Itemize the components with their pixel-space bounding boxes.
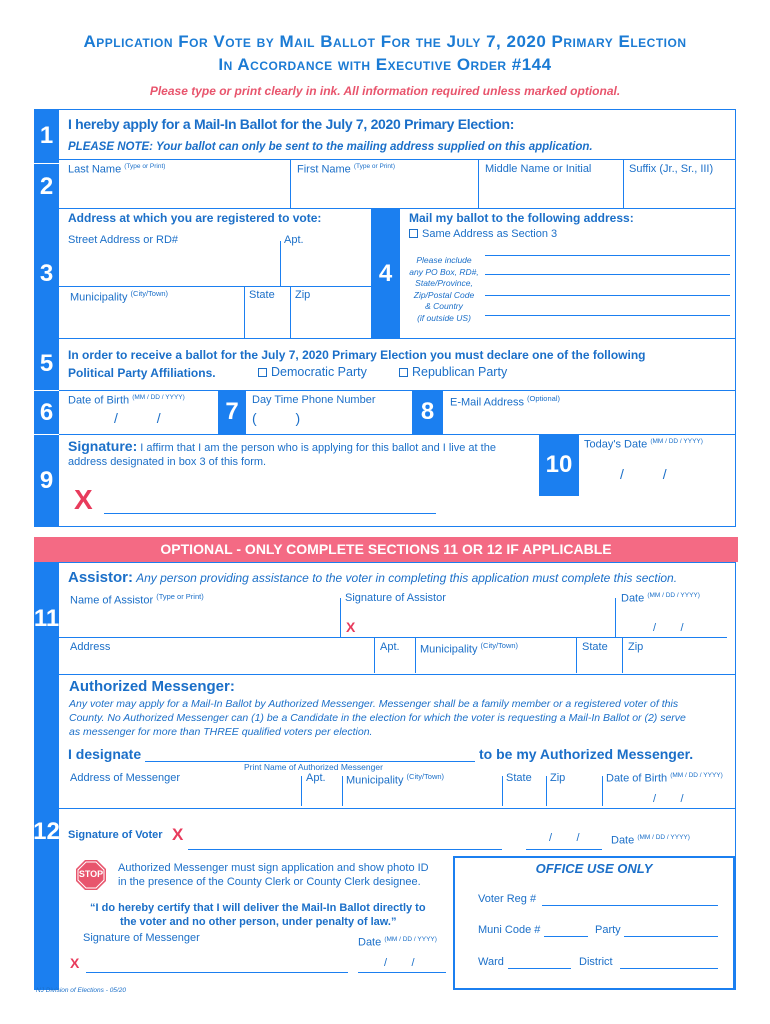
messenger-name-input[interactable] <box>145 744 475 761</box>
assistor-state-label: State <box>582 641 608 653</box>
checkbox-icon <box>409 229 418 238</box>
signature-affirm: Signature: I affirm that I am the person who is applying for this ballot and I live at the <box>68 438 496 454</box>
section-4-heading: Mail my ballot to the following address: <box>409 211 634 225</box>
assistor-signature-label: Signature of Assistor <box>345 592 446 604</box>
street-address-input[interactable] <box>62 250 278 284</box>
dob-input[interactable]: / / <box>114 410 161 426</box>
street-address-label: Street Address or RD# <box>68 234 179 246</box>
messenger-address-label: Address of Messenger <box>70 772 181 784</box>
certify-text-2: the voter and no other person, under penalty of law.” <box>120 916 397 928</box>
state-input[interactable] <box>246 303 288 337</box>
district-input[interactable] <box>620 953 718 968</box>
muni-code-label: Muni Code # <box>478 924 541 936</box>
optional-banner: OPTIONAL - ONLY COMPLETE SECTIONS 11 OR 12 IF APPLICABLE <box>34 537 738 562</box>
zip-input[interactable] <box>292 303 370 337</box>
section-12-number: 12 <box>34 674 59 990</box>
section-5-number: 5 <box>34 338 59 390</box>
suffix-input[interactable] <box>626 176 734 206</box>
voter-signature-label: Signature of Voter <box>68 829 163 841</box>
todays-date-input[interactable]: / / <box>620 466 667 482</box>
messenger-desc-1: Any voter may apply for a Mail-In Ballot by Authorized Messenger. Messenger shall be a family member or a registered voter of this <box>69 698 679 710</box>
certify-text-1: “I do hereby certify that I will deliver the Mail-In Ballot directly to <box>90 902 426 914</box>
muni-code-input[interactable] <box>544 921 588 936</box>
assistor-zip-label: Zip <box>628 641 644 653</box>
section-6-number: 6 <box>34 390 59 434</box>
voter-reg-input[interactable] <box>542 890 718 905</box>
middle-name-input[interactable] <box>481 176 621 206</box>
messenger-date-input[interactable]: / / <box>384 957 415 969</box>
messenger-signature-x: X <box>70 955 80 971</box>
republican-checkbox[interactable]: Republican Party <box>399 365 507 379</box>
designate-label: I designate <box>68 746 142 762</box>
messenger-desc-3: as messenger for more than THREE qualified voters per election. <box>69 726 373 738</box>
phone-input[interactable]: ( ) <box>252 410 301 426</box>
assistor-signature-input[interactable] <box>360 606 613 636</box>
messenger-dob-input[interactable]: / / <box>653 793 684 805</box>
section-3-heading: Address at which you are registered to vote: <box>68 211 322 225</box>
messenger-signature-label: Signature of Messenger <box>83 932 200 944</box>
form-instructions: Please type or print clearly in ink. All information required unless marked optional. <box>149 84 621 98</box>
office-use-title: OFFICE USE ONLY <box>535 861 653 876</box>
to-be-messenger-label: to be my Authorized Messenger. <box>479 746 694 762</box>
section-10-number: 10 <box>539 434 579 496</box>
section-4-number: 4 <box>371 208 400 339</box>
last-name-input[interactable] <box>62 176 288 206</box>
messenger-desc-2: County. No Authorized Messenger can (1) be a Candidate in the election for which the voter is requesting a Mail-In Ballot or (2) serve <box>69 712 686 724</box>
middle-name-label: Middle Name or Initial <box>485 163 592 175</box>
section-1-note: PLEASE NOTE: Your ballot can only be sent to the mailing address supplied on this application. <box>68 141 593 153</box>
section-1-heading: I hereby apply for a Mail-In Ballot for the July 7, 2020 Primary Election: <box>68 116 515 132</box>
municipality-input[interactable] <box>62 303 242 337</box>
assistor-name-label: Name of Assistor $^{(Type or Print)}$ <box>70 592 204 607</box>
section-7-number: 7 <box>218 390 246 434</box>
messenger-apt-label: Apt. <box>306 772 326 784</box>
form-title-line2: In Accordance with Executive Order #144 <box>218 55 552 74</box>
stop-text-2: in the presence of the County Clerk or County Clerk designee. <box>118 876 421 888</box>
section-11-number: 11 <box>34 562 59 675</box>
assistor-address-label: Address <box>70 641 111 653</box>
voter-sig-date-input[interactable]: / / <box>549 832 580 844</box>
assistor-heading: Assistor: Any person providing assistance to the voter in completing this application must complete this section. <box>68 569 678 586</box>
voter-reg-label: Voter Reg # <box>478 893 537 905</box>
district-label: District <box>579 956 613 968</box>
assistor-apt-label: Apt. <box>380 641 400 653</box>
dob-label: Date of Birth $^{(MM / DD / YYYY)}$ <box>68 394 185 407</box>
phone-label: Day Time Phone Number <box>252 394 376 406</box>
first-name-label: First Name $^{(Type or Print)}$ <box>297 163 396 176</box>
voter-signature-12-input[interactable] <box>188 826 502 849</box>
email-input[interactable] <box>450 408 730 432</box>
first-name-input[interactable] <box>293 176 476 206</box>
assistor-municipality-label: Municipality $^{(City/Town)}$ <box>420 641 519 656</box>
email-label: E-Mail Address $^{(Optional)}$ <box>450 394 560 409</box>
section-1-number: 1 <box>34 109 59 163</box>
assistor-x-mark: X <box>346 619 356 635</box>
assistor-name-input[interactable] <box>62 606 338 636</box>
ward-label: Ward <box>478 956 504 968</box>
section-8-number: 8 <box>412 390 443 434</box>
print-name-caption: Print Name of Authorized Messenger <box>244 762 383 772</box>
section-2-number: 2 <box>34 163 59 209</box>
voter-signature-x: X <box>172 825 184 844</box>
assistor-date-label: Date $^{(MM / DD / YYYY)}$ <box>621 592 700 605</box>
assistor-date-input[interactable]: / / <box>653 622 684 634</box>
ward-input[interactable] <box>508 953 571 968</box>
democratic-checkbox[interactable]: Democratic Party <box>258 365 367 379</box>
messenger-zip-label: Zip <box>550 772 566 784</box>
section-3-number: 3 <box>34 208 59 339</box>
stop-sign-text: STOP <box>78 869 104 879</box>
same-address-checkbox[interactable]: Same Address as Section 3 <box>409 228 557 240</box>
section-9-number: 9 <box>34 434 59 527</box>
checkbox-icon <box>399 368 408 377</box>
messenger-dob-label: Date of Birth $^{(MM / DD / YYYY)}$ <box>606 772 723 785</box>
municipality-label: Municipality $^{(City/Town)}$ <box>70 289 169 304</box>
voter-sig-date-label: Date $^{(MM / DD / YYYY)}$ <box>611 834 690 847</box>
footer-text: NJ Division of Elections - 05/20 <box>36 987 126 994</box>
todays-date-label: Today's Date $^{(MM / DD / YYYY)}$ <box>584 438 703 451</box>
mailing-address-input[interactable] <box>485 240 730 328</box>
apt-input[interactable] <box>283 250 369 284</box>
section-5-line1: In order to receive a ballot for the July 7, 2020 Primary Election you must declare one of the following <box>68 348 646 362</box>
voter-signature-input[interactable] <box>104 485 436 513</box>
last-name-label: Last Name $^{(Type or Print)}$ <box>68 163 166 176</box>
messenger-signature-input[interactable] <box>86 952 348 972</box>
signature-x-mark: X <box>74 484 93 515</box>
messenger-heading: Authorized Messenger: <box>69 678 235 695</box>
state-label: State <box>249 289 275 301</box>
zip-label: Zip <box>295 289 311 301</box>
messenger-municipality-label: Municipality $^{(City/Town)}$ <box>346 772 445 787</box>
apt-label: Apt. <box>284 234 304 246</box>
suffix-label: Suffix (Jr., Sr., III) <box>629 163 714 175</box>
stop-sign-icon <box>75 859 107 891</box>
checkbox-icon <box>258 368 267 377</box>
messenger-date-label: Date $^{(MM / DD / YYYY)}$ <box>358 936 437 949</box>
section-4-note: Please include any PO Box, RD#, State/Province, Zip/Postal Code & Country (if outside US) <box>409 255 479 323</box>
party-input[interactable] <box>624 921 718 936</box>
stop-text-1: Authorized Messenger must sign application and show photo ID <box>118 862 429 874</box>
signature-affirm-2: address designated in box 3 of this form. <box>68 456 267 468</box>
party-label: Party <box>595 924 621 936</box>
messenger-state-label: State <box>506 772 532 784</box>
section-5-line2: Political Party Affiliations. <box>68 366 216 380</box>
form-title-line1: Application For Vote by Mail Ballot For the July 7, 2020 Primary Election <box>83 32 687 51</box>
